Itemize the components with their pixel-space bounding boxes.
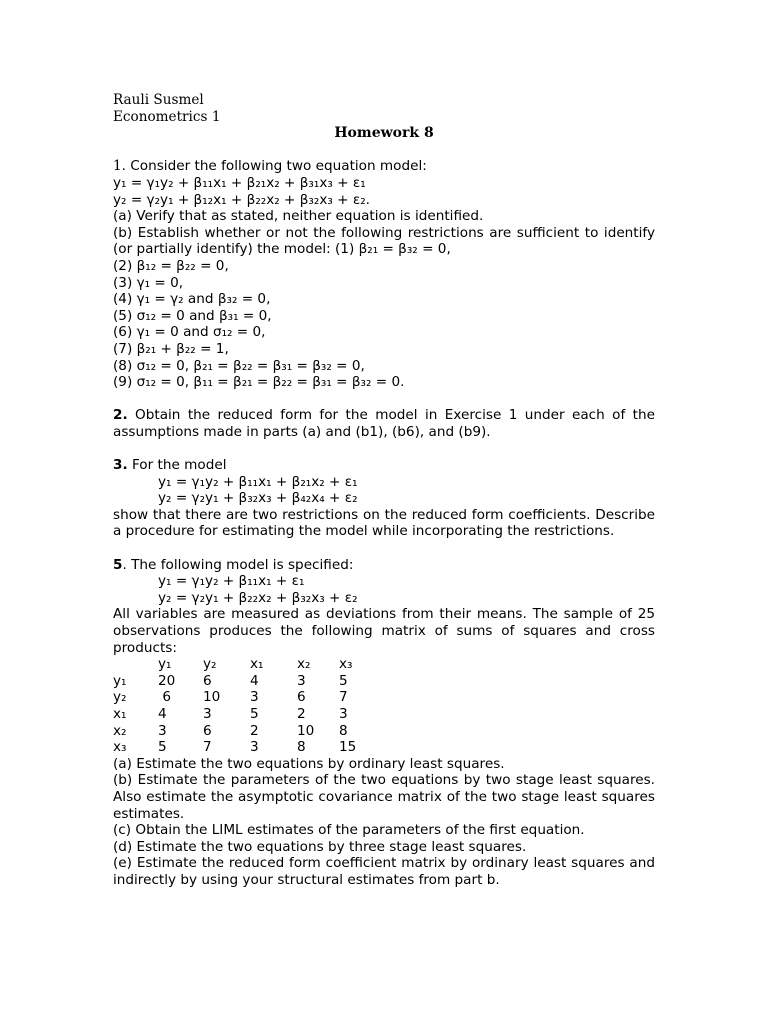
matrix-cell: 7 — [339, 689, 348, 706]
question-1-part-a: (a) Verify that as stated, neither equation is identified. — [113, 208, 484, 225]
matrix-cell: 20 — [158, 672, 176, 689]
matrix-cell: 2 — [297, 705, 306, 722]
matrix-cell: 6 — [158, 689, 171, 706]
question-5-part-b: (b) Estimate the parameters of the two equations by two stage least squares. Also estimate the asymptotic covariance matrix of the two stage least squares estimates. — [113, 772, 655, 822]
matrix-cell: 8 — [297, 739, 306, 756]
question-3-intro: For the model — [127, 457, 227, 474]
spacer — [113, 440, 655, 457]
restriction-8: (8) σ₁₂ = 0, β₂₁ = β₂₂ = β₃₁ = β₃₂ = 0, — [113, 357, 365, 374]
matrix-row-label: y₁ — [113, 672, 127, 689]
question-1 — [113, 158, 655, 390]
question-3-equation-1: y₁ = γ₁y₂ + β₁₁x₁ + β₂₁x₂ + ε₁ — [158, 473, 358, 490]
question-2-number: 2. — [113, 407, 128, 424]
question-1-number: 1 — [113, 158, 122, 175]
matrix-row — [113, 706, 399, 723]
matrix-row — [113, 689, 399, 706]
restriction-4: (4) γ₁ = γ₂ and β₃₂ = 0, — [113, 291, 271, 308]
question-3 — [113, 457, 655, 540]
question-3-equation-2: y₂ = γ₂y₁ + β₃₂x₃ + β₄₂x₄ + ε₂ — [158, 490, 358, 507]
matrix-cell: 6 — [297, 689, 306, 706]
matrix-cell: 5 — [339, 672, 348, 689]
restriction-6: (6) γ₁ = 0 and σ₁₂ = 0, — [113, 324, 266, 341]
matrix-cell: 4 — [250, 672, 259, 689]
matrix-row-label: x₃ — [113, 739, 127, 756]
restriction-3: (3) γ₁ = 0, — [113, 274, 184, 291]
matrix-cell: 3 — [203, 705, 212, 722]
matrix-cell: 4 — [158, 705, 167, 722]
spacer — [113, 540, 655, 557]
restriction-2: (2) β₁₂ = β₂₂ = 0, — [113, 257, 229, 274]
question-3-text: show that there are two restrictions on the reduced form coefficients. Describe a procedure for estimating the model while incorporating the restrictions. — [113, 506, 655, 540]
question-5-text: All variables are measured as deviations from their means. The sample of 25 observations produces the following matrix of sums of squares and cross products: — [113, 606, 655, 656]
question-5 — [113, 557, 655, 889]
matrix-header: y₂ — [203, 656, 217, 673]
spacer — [113, 391, 655, 408]
matrix-cell: 5 — [158, 739, 167, 756]
matrix-cell: 10 — [203, 689, 221, 706]
matrix-header: x₂ — [297, 656, 311, 673]
question-5-equation-1: y₁ = γ₁y₂ + β₁₁x₁ + ε₁ — [158, 573, 305, 590]
question-5-part-c: (c) Obtain the LIML estimates of the parameters of the first equation. — [113, 822, 585, 839]
matrix-cell: 8 — [339, 722, 348, 739]
matrix-cell: 3 — [250, 689, 259, 706]
matrix-cell: 3 — [250, 739, 259, 756]
matrix-cell: 3 — [158, 722, 167, 739]
matrix-cell: 3 — [339, 705, 348, 722]
course-name: Econometrics 1 — [113, 108, 221, 125]
restriction-5: (5) σ₁₂ = 0 and β₃₁ = 0, — [113, 307, 272, 324]
matrix-cell: 6 — [203, 722, 212, 739]
sums-of-squares-matrix — [113, 656, 399, 756]
matrix-header: y₁ — [158, 656, 172, 673]
matrix-corner — [113, 656, 158, 673]
question-3-number: 3. — [113, 457, 128, 474]
restriction-9: (9) σ₁₂ = 0, β₁₁ = β₂₁ = β₂₂ = β₃₁ = β₃₂ = 0. — [113, 374, 405, 391]
question-2 — [113, 407, 655, 440]
matrix-cell: 10 — [297, 722, 315, 739]
question-5-part-d: (d) Estimate the two equations by three stage least squares. — [113, 838, 527, 855]
matrix-cell: 6 — [203, 672, 212, 689]
matrix-cell: 7 — [203, 739, 212, 756]
question-5-part-a: (a) Estimate the two equations by ordinary least squares. — [113, 755, 505, 772]
matrix-cell: 2 — [250, 722, 259, 739]
matrix-header: x₃ — [339, 656, 353, 673]
matrix-header-row — [113, 656, 399, 673]
matrix-cell: 5 — [250, 705, 259, 722]
question-5-intro: . The following model is specified: — [122, 556, 354, 573]
question-5-equation-2: y₂ = γ₂y₁ + β₂₂x₂ + β₃₂x₃ + ε₂ — [158, 589, 358, 606]
matrix-row — [113, 723, 399, 740]
spacer — [113, 142, 655, 159]
page-title: Homework 8 — [334, 125, 434, 142]
question-1-part-b: (b) Establish whether or not the following restrictions are sufficient to identify (or partially identify) the model: (1) β₂₁ = β₃₂ = 0, — [113, 224, 655, 258]
homework-page — [113, 92, 655, 889]
matrix-cell: 3 — [297, 672, 306, 689]
matrix-row — [113, 673, 399, 690]
restriction-7: (7) β₂₁ + β₂₂ = 1, — [113, 340, 229, 357]
question-1-equation-1: y₁ = γ₁y₂ + β₁₁x₁ + β₂₁x₂ + β₃₁x₃ + ε₁ — [113, 174, 366, 191]
matrix-row — [113, 739, 399, 756]
matrix-row-label: x₂ — [113, 722, 127, 739]
author-name: Rauli Susmel — [113, 92, 204, 108]
question-5-part-e: (e) Estimate the reduced form coefficient matrix by ordinary least squares and indirectly by using your structural estimates from part b. — [113, 855, 655, 888]
matrix-header: x₁ — [250, 656, 264, 673]
matrix-cell: 15 — [339, 739, 357, 756]
matrix-row-label: y₂ — [113, 689, 127, 706]
question-2-text: Obtain the reduced form for the model in Exercise 1 under each of the assumptions made in parts (a) and (b1), (b6), and (b9). — [113, 407, 655, 440]
question-1-intro: . Consider the following two equation model: — [121, 158, 427, 175]
matrix-row-label: x₁ — [113, 705, 127, 722]
question-5-number: 5 — [113, 556, 123, 573]
question-1-equation-2: y₂ = γ₂y₁ + β₁₂x₁ + β₂₂x₂ + β₃₂x₃ + ε₂. — [113, 191, 370, 208]
